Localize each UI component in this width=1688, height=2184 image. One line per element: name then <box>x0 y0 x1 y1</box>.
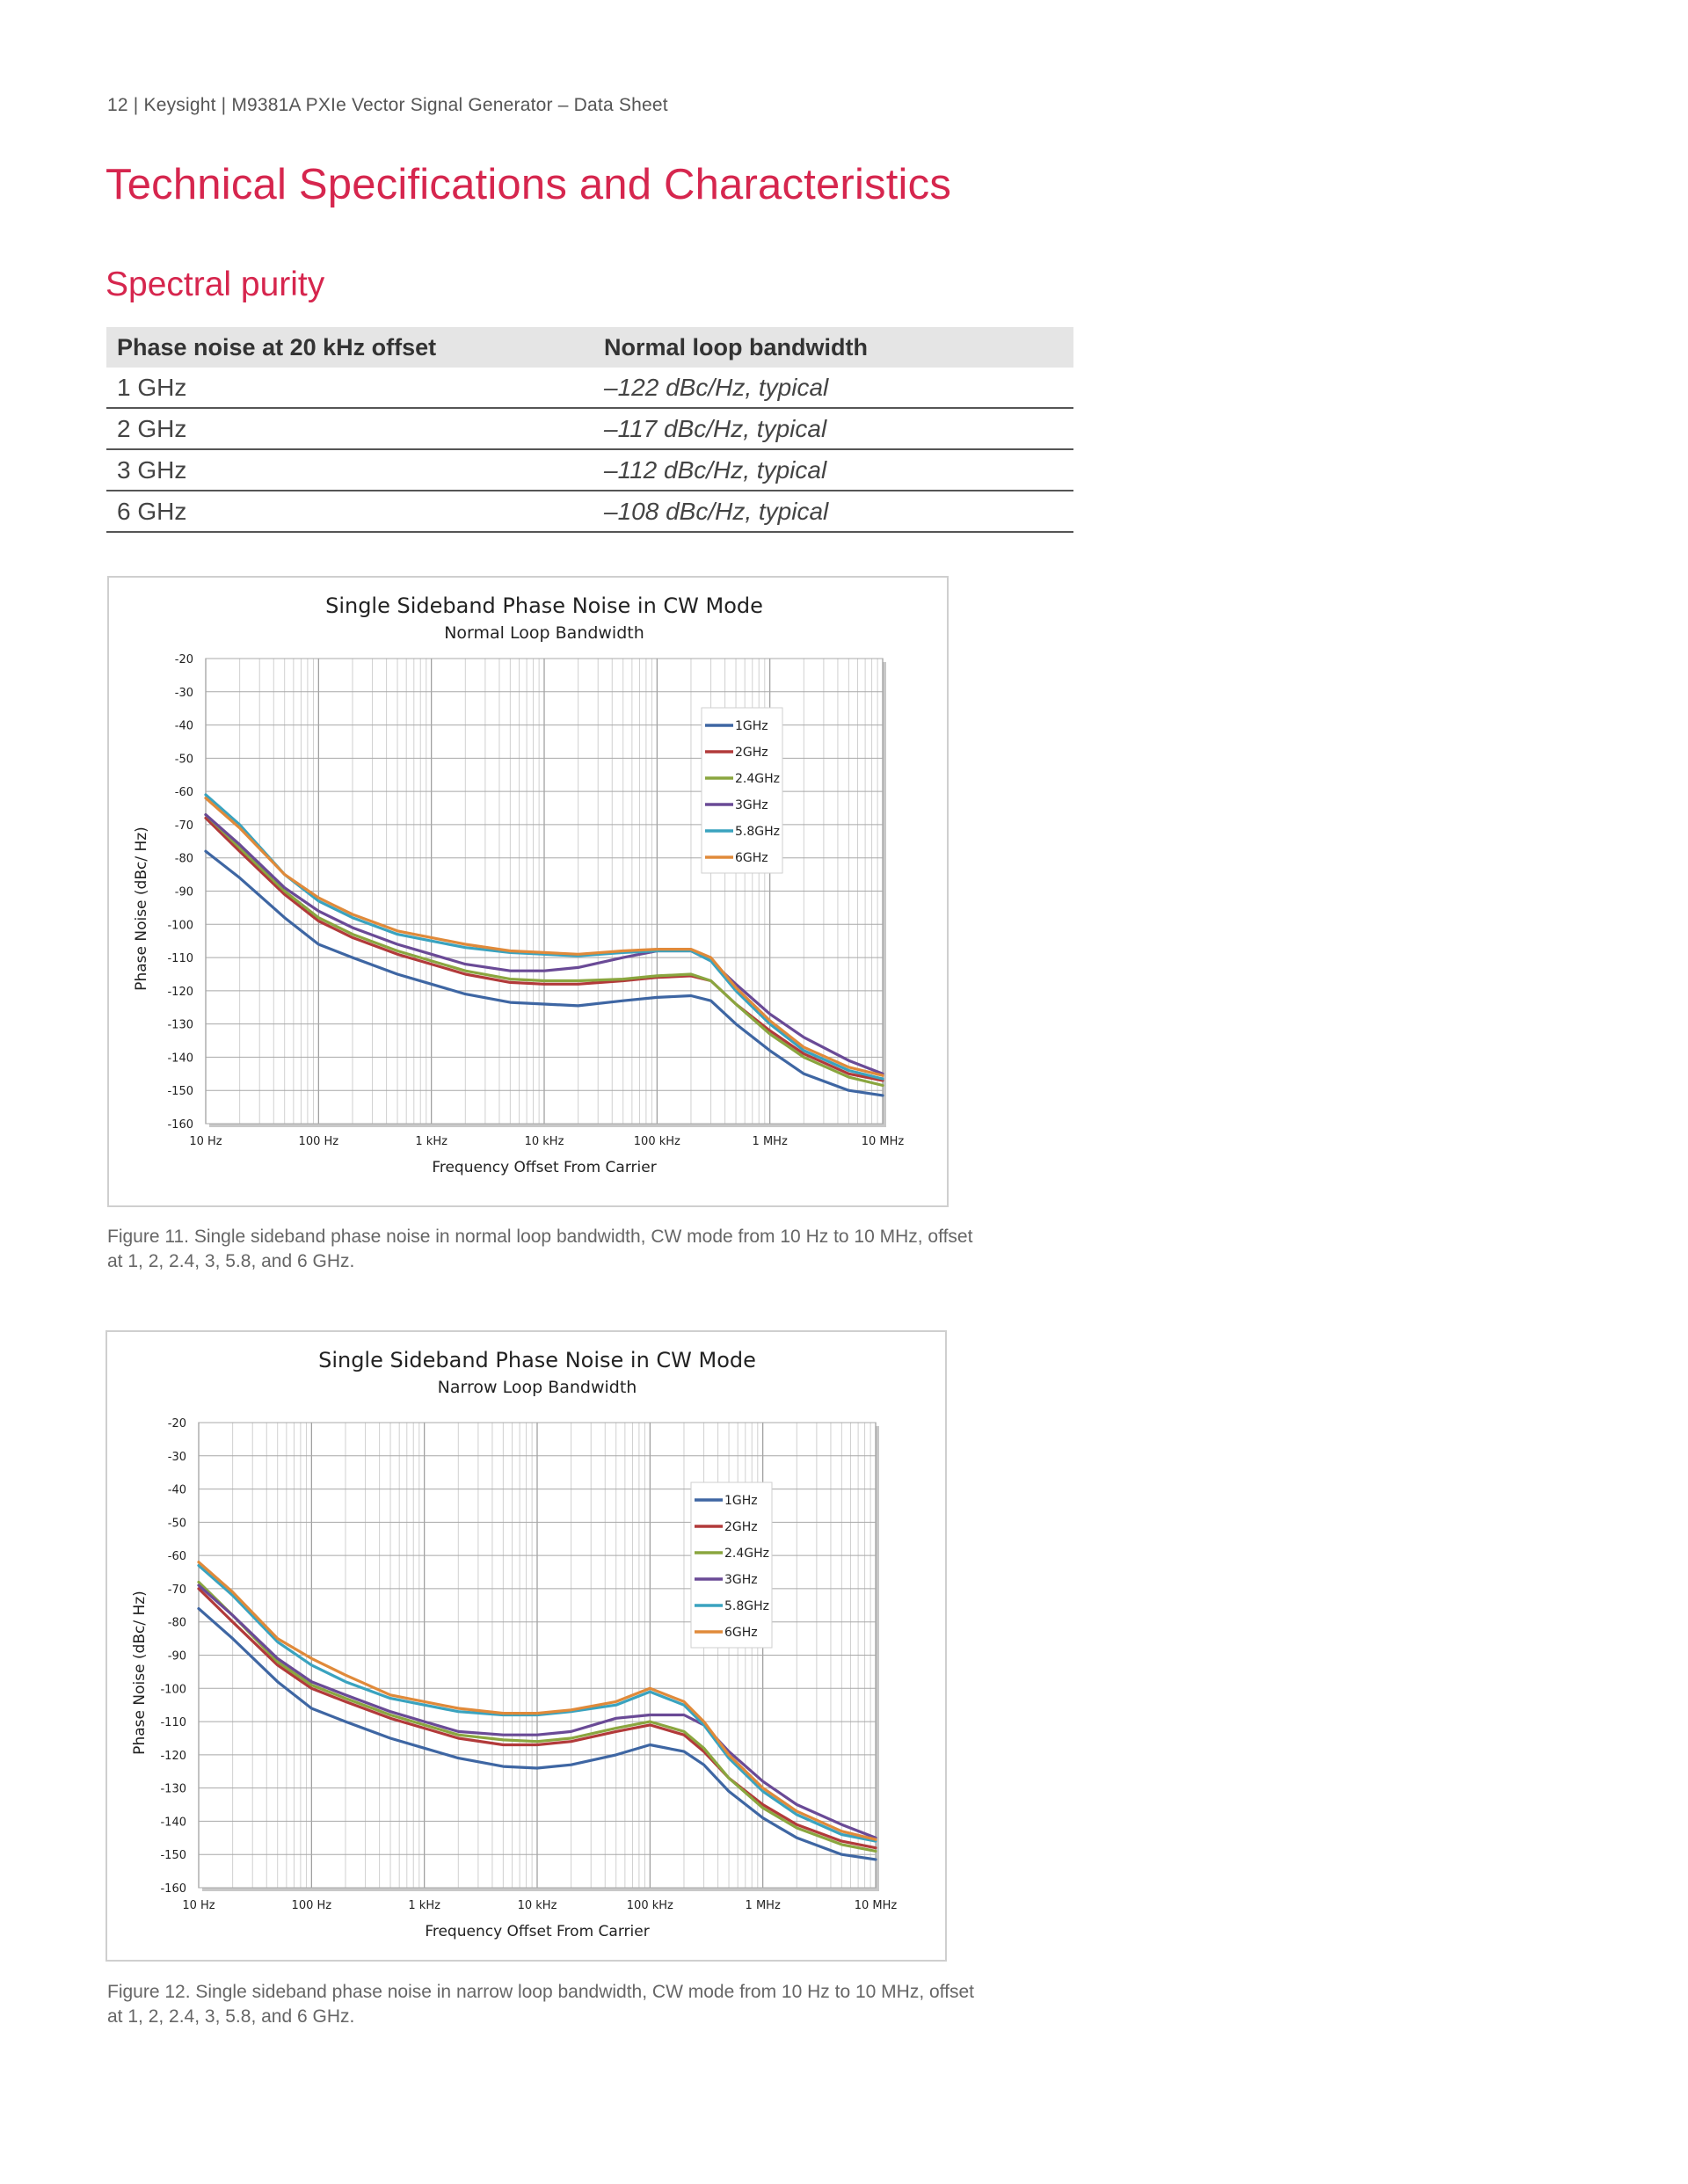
x-tick-label: 10 Hz <box>182 1899 215 1912</box>
x-tick-label: 1 kHz <box>415 1135 447 1148</box>
y-tick-label: -150 <box>167 1085 193 1099</box>
y-tick-label: -150 <box>160 1849 186 1863</box>
y-tick-label: -20 <box>174 653 193 666</box>
table-cell-phase-noise: –112 dBc/Hz, typical <box>593 449 1073 491</box>
chart-title: Single Sideband Phase Noise in CW Mode <box>318 1348 756 1372</box>
y-tick-label: -70 <box>174 819 193 833</box>
x-tick-label: 100 kHz <box>633 1135 680 1148</box>
chart-subtitle: Normal Loop Bandwidth <box>444 623 644 643</box>
y-axis-label: Phase Noise (dBc/ Hz) <box>133 826 150 991</box>
table-row <box>106 408 1073 449</box>
y-tick-label: -40 <box>167 1483 186 1497</box>
figure-12-narrow-loop-chart <box>106 1330 947 1962</box>
page-title: Technical Specifications and Characteristics <box>106 161 952 208</box>
y-tick-label: -80 <box>167 1616 186 1630</box>
y-tick-label: -80 <box>174 852 193 866</box>
y-tick-label: -160 <box>160 1882 186 1896</box>
table-header-normal-loop: Normal loop bandwidth <box>593 327 1073 368</box>
phase-noise-chart-normal <box>109 578 947 1205</box>
x-tick-label: 100 Hz <box>291 1899 332 1912</box>
chart-title: Single Sideband Phase Noise in CW Mode <box>325 593 763 618</box>
legend-entry: 2.4GHz <box>735 772 780 786</box>
legend-entry: 1GHz <box>735 719 768 733</box>
y-tick-label: -40 <box>174 719 193 733</box>
x-tick-label: 10 MHz <box>861 1135 905 1148</box>
legend-entry: 5.8GHz <box>724 1599 769 1613</box>
legend-entry: 3GHz <box>724 1573 758 1587</box>
x-axis-label: Frequency Offset From Carrier <box>432 1159 657 1176</box>
legend-entry: 2.4GHz <box>724 1547 769 1561</box>
y-tick-label: -140 <box>167 1052 193 1066</box>
y-tick-label: -130 <box>160 1782 186 1796</box>
x-tick-label: 1 kHz <box>408 1899 440 1912</box>
legend-entry: 3GHz <box>735 798 768 812</box>
y-tick-label: -50 <box>167 1517 186 1531</box>
y-tick-label: -30 <box>167 1450 186 1464</box>
section-title: Spectral purity <box>106 266 325 303</box>
x-tick-label: 10 kHz <box>524 1135 564 1148</box>
table-cell-frequency: 1 GHz <box>106 368 593 408</box>
figure-12-caption: Figure 12. Single sideband phase noise in narrow loop bandwidth, CW mode from 10 Hz to 10 MHz, offset at 1, 2, 2.4, 3, 5.8, and 6 GHz. <box>107 1982 974 2027</box>
legend-entry: 6GHz <box>724 1626 758 1640</box>
y-tick-label: -110 <box>160 1716 186 1730</box>
x-tick-label: 100 Hz <box>298 1135 339 1148</box>
chart-subtitle: Narrow Loop Bandwidth <box>437 1378 637 1397</box>
table-cell-phase-noise: –122 dBc/Hz, typical <box>593 368 1073 408</box>
y-tick-label: -20 <box>167 1417 186 1431</box>
phase-noise-chart-narrow <box>107 1332 945 1960</box>
table-row <box>106 368 1073 408</box>
y-tick-label: -60 <box>167 1550 186 1564</box>
y-axis-label: Phase Noise (dBc/ Hz) <box>131 1591 149 1755</box>
legend-entry: 1GHz <box>724 1494 758 1508</box>
y-tick-label: -90 <box>167 1649 186 1663</box>
running-header: 12 | Keysight | M9381A PXIe Vector Signal Generator – Data Sheet <box>107 95 668 115</box>
x-axis-label: Frequency Offset From Carrier <box>425 1923 650 1940</box>
y-tick-label: -70 <box>167 1583 186 1597</box>
legend-entry: 2GHz <box>724 1520 758 1534</box>
y-tick-label: -120 <box>160 1749 186 1763</box>
x-tick-label: 1 MHz <box>752 1135 788 1148</box>
x-tick-label: 1 MHz <box>745 1899 781 1912</box>
y-tick-label: -160 <box>167 1118 193 1132</box>
y-tick-label: -120 <box>167 985 193 999</box>
phase-noise-table <box>106 327 1073 533</box>
figure-11-normal-loop-chart <box>107 576 949 1207</box>
y-tick-label: -90 <box>174 885 193 899</box>
table-cell-phase-noise: –117 dBc/Hz, typical <box>593 408 1073 449</box>
y-tick-label: -60 <box>174 786 193 800</box>
y-tick-label: -30 <box>174 686 193 700</box>
legend-entry: 2GHz <box>735 746 768 760</box>
table-header-row <box>106 327 1073 368</box>
y-tick-label: -110 <box>167 952 193 966</box>
legend-entry: 6GHz <box>735 851 768 865</box>
y-tick-label: -130 <box>167 1018 193 1032</box>
y-tick-label: -140 <box>160 1816 186 1830</box>
x-tick-label: 10 MHz <box>854 1899 898 1912</box>
figure-11-caption: Figure 11. Single sideband phase noise in normal loop bandwidth, CW mode from 10 Hz to 10 MHz, offset at 1, 2, 2.4, 3, 5.8, and 6 GHz. <box>107 1227 973 1271</box>
table-cell-frequency: 6 GHz <box>106 491 593 532</box>
table-row <box>106 491 1073 532</box>
table-header-offset: Phase noise at 20 kHz offset <box>106 327 593 368</box>
table-cell-frequency: 2 GHz <box>106 408 593 449</box>
y-tick-label: -100 <box>167 919 193 933</box>
x-tick-label: 10 Hz <box>189 1135 222 1148</box>
y-tick-label: -100 <box>160 1683 186 1697</box>
legend-entry: 5.8GHz <box>735 825 780 839</box>
x-tick-label: 10 kHz <box>517 1899 557 1912</box>
y-tick-label: -50 <box>174 753 193 767</box>
table-row <box>106 449 1073 491</box>
table-cell-frequency: 3 GHz <box>106 449 593 491</box>
x-tick-label: 100 kHz <box>626 1899 673 1912</box>
table-cell-phase-noise: –108 dBc/Hz, typical <box>593 491 1073 532</box>
